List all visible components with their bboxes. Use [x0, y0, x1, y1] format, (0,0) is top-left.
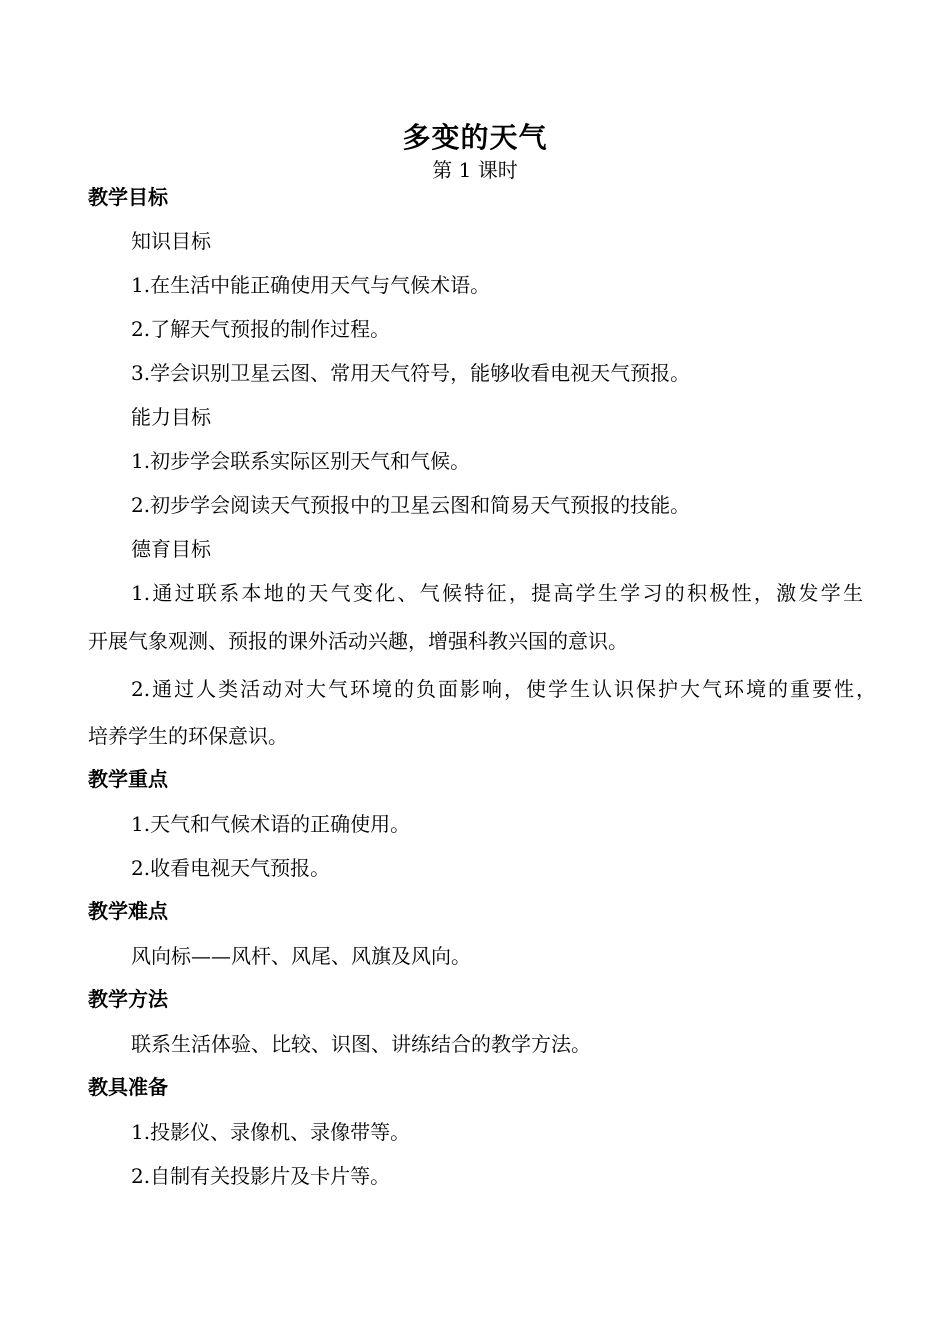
knowledge-item: 3.学会识别卫星云图、常用天气符号，能够收看电视天气预报。 [131, 361, 691, 385]
materials-item: 1.投影仪、录像机、录像带等。 [131, 1120, 411, 1144]
materials-item: 2.自制有关投影片及卡片等。 [131, 1164, 391, 1188]
document-subtitle: 第 1 课时 [432, 158, 518, 182]
key-point-item: 2.收看电视天气预报。 [131, 856, 331, 880]
moral-item-line: 1.通过联系本地的天气变化、气候特征，提高学生学习的积极性，激发学生 [131, 581, 863, 605]
document-title: 多变的天气 [402, 121, 548, 154]
ability-item: 1.初步学会联系实际区别天气和气候。 [131, 449, 471, 473]
difficulty-text: 风向标——风杆、风尾、风旗及风向。 [131, 944, 471, 968]
section-heading-methods: 教学方法 [88, 987, 168, 1011]
methods-text: 联系生活体验、比较、识图、讲练结合的教学方法。 [131, 1032, 591, 1056]
section-heading-objectives: 教学目标 [88, 185, 168, 209]
key-point-item: 1.天气和气候术语的正确使用。 [131, 812, 411, 836]
moral-item-line: 培养学生的环保意识。 [88, 724, 288, 748]
ability-item: 2.初步学会阅读天气预报中的卫星云图和简易天气预报的技能。 [131, 493, 691, 517]
knowledge-item: 2.了解天气预报的制作过程。 [131, 317, 391, 341]
section-heading-difficulties: 教学难点 [88, 899, 168, 923]
ability-objectives-label: 能力目标 [131, 405, 211, 429]
knowledge-objectives-label: 知识目标 [131, 229, 211, 253]
section-heading-materials: 教具准备 [88, 1075, 168, 1099]
section-heading-key-points: 教学重点 [88, 767, 168, 791]
moral-item-line: 2.通过人类活动对大气环境的负面影响，使学生认识保护大气环境的重要性， [131, 677, 876, 701]
knowledge-item: 1.在生活中能正确使用天气与气候术语。 [131, 273, 491, 297]
moral-objectives-label: 德育目标 [131, 537, 211, 561]
moral-item-line: 开展气象观测、预报的课外活动兴趣，增强科教兴国的意识。 [88, 629, 628, 653]
